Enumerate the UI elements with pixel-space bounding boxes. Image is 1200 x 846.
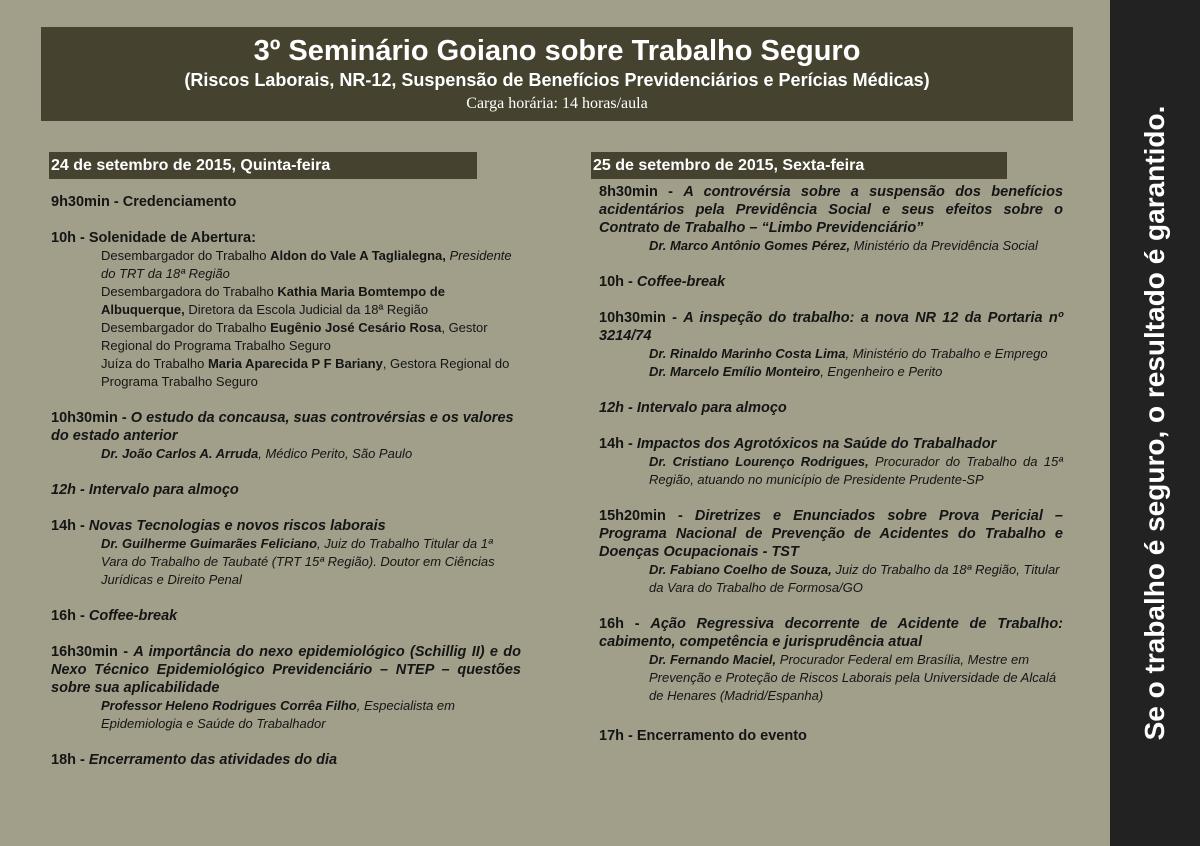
speaker-line: Dr. Cristiano Lourenço Rodrigues, Procurador do Trabalho da 15ª Região, atuando no município de Presidente Prudente-SP xyxy=(649,454,1063,487)
schedule-item xyxy=(51,481,521,499)
day1-heading: 24 de setembro de 2015, Quinta-feira xyxy=(49,152,477,179)
speaker-name: Dr. Guilherme Guimarães Feliciano xyxy=(101,536,318,551)
day1-schedule xyxy=(51,152,521,787)
page-title: 3º Seminário Goiano sobre Trabalho Seguro xyxy=(253,35,861,67)
slot-topic: A importância do nexo epidemiológico (Schillig II) e do Nexo Técnico Epidemiológico Previdenciário – NTEP – questões sobre sua aplicabilidade xyxy=(51,644,522,696)
speaker-name: Eugênio José Cesário Rosa xyxy=(270,320,442,335)
schedule-item xyxy=(599,183,1063,255)
speaker-line: Desembargador do Trabalho Aldon do Vale A Taglialegna, Presidente do TRT da 18ª Região xyxy=(101,248,512,281)
slot-time: 12h - xyxy=(51,482,89,498)
speaker-name: Dr. Marco Antônio Gomes Pérez, xyxy=(649,238,851,253)
header-banner xyxy=(41,27,1073,121)
day2-heading: 25 de setembro de 2015, Sexta-feira xyxy=(591,152,1007,179)
schedule-item xyxy=(51,193,521,211)
slot-time: 14h - xyxy=(599,436,637,452)
schedule-item xyxy=(599,507,1063,597)
speaker-name: Dr. João Carlos A. Arruda xyxy=(101,446,259,461)
speaker-name: Dr. Fernando Maciel, xyxy=(649,652,777,667)
schedule-item xyxy=(51,607,521,625)
slot-topic: Impactos dos Agrotóxicos na Saúde do Trabalhador xyxy=(636,436,997,452)
day2-schedule xyxy=(593,152,1064,763)
slot-topic: Credenciamento xyxy=(122,194,237,210)
slot-time: 15h20min - xyxy=(599,508,695,524)
slot-time: 10h - xyxy=(599,274,637,290)
schedule-item xyxy=(51,751,521,769)
slogan-text: Se o trabalho é seguro, o resultado é garantido. xyxy=(1139,105,1170,741)
slot-topic: Encerramento das atividades do dia xyxy=(88,752,338,768)
page-subtitle: (Riscos Laborais, NR-12, Suspensão de Benefícios Previdenciários e Perícias Médicas) xyxy=(184,70,930,90)
speaker-name: Maria Aparecida P F Bariany xyxy=(207,356,383,371)
slot-time: 12h xyxy=(599,400,629,416)
slot-topic: Ação Regressiva decorrente de Acidente de Trabalho: cabimento, competência e jurisprudência atual xyxy=(599,616,1064,650)
schedule-item xyxy=(599,399,1063,417)
slot-time: 17h - xyxy=(599,728,637,744)
slot-time: 9h30min - xyxy=(51,194,123,210)
speaker-name: Professor Heleno Rodrigues Corrêa Filho xyxy=(101,698,357,713)
workload-hours: Carga horária: 14 horas/aula xyxy=(466,95,648,112)
schedule-item xyxy=(599,435,1063,489)
slot-topic: A controvérsia sobre a suspensão dos benefícios acidentários pela Previdência Social e seus efeitos sobre o Contrato de Trabalho – “Limbo Previdenciário” xyxy=(599,184,1064,236)
speaker-line: Dr. Fabiano Coelho de Souza, Juiz do Trabalho da 18ª Região, Titular da Vara do Trabalho de Formosa/GO xyxy=(649,562,1060,595)
speaker-line: Desembargadora do Trabalho Kathia Maria Bomtempo de Albuquerque, Diretora da Escola Judicial da 18ª Região xyxy=(101,284,445,317)
speaker-line: Desembargador do Trabalho Eugênio José Cesário Rosa, Gestor Regional do Programa Trabalho Seguro xyxy=(101,320,488,353)
speaker-line: Dr. Guilherme Guimarães Feliciano, Juiz do Trabalho Titular da 1ª Vara do Trabalho de Taubaté (TRT 15ª Região). Doutor em Ciências Jurídicas e Direito Penal xyxy=(101,536,495,587)
slot-time: 10h30min - xyxy=(51,410,131,426)
slot-topic: - Intervalo para almoço xyxy=(628,400,787,416)
slot-time: 16h30min - xyxy=(51,644,134,660)
slot-time: 10h - xyxy=(51,230,89,246)
slot-topic: Encerramento do evento xyxy=(636,728,807,744)
schedule-item xyxy=(599,273,1063,291)
slot-topic: Diretrizes e Enunciados sobre Prova Pericial – Programa Nacional de Prevenção de Acidentes do Trabalho e Doenças Ocupacionais - TST xyxy=(599,508,1064,560)
speaker-line: Dr. Rinaldo Marinho Costa Lima, Ministério do Trabalho e Emprego xyxy=(649,346,1048,361)
speaker-name: Kathia Maria Bomtempo de Albuquerque, xyxy=(101,284,445,317)
speaker-name: Dr. Rinaldo Marinho Costa Lima xyxy=(649,346,846,361)
slot-topic: O estudo da concausa, suas controvérsias e os valores do estado anterior xyxy=(51,410,514,444)
speaker-line: Dr. João Carlos A. Arruda, Médico Perito, São Paulo xyxy=(101,446,413,461)
schedule-item xyxy=(51,409,521,463)
schedule-item xyxy=(51,229,521,391)
speaker-line: Dr. Marcelo Emílio Monteiro, Engenheiro e Perito xyxy=(649,364,943,379)
speaker-name: Dr. Cristiano Lourenço Rodrigues, xyxy=(649,454,869,469)
speaker-name: Dr. Marcelo Emílio Monteiro xyxy=(649,364,821,379)
slot-time: 18h - xyxy=(51,752,89,768)
schedule-item xyxy=(51,517,521,589)
slot-time: 10h30min - xyxy=(599,310,684,326)
slot-time: 16h - xyxy=(51,608,89,624)
speaker-line: Professor Heleno Rodrigues Corrêa Filho, Especialista em Epidemiologia e Saúde do Trabalhador xyxy=(101,698,455,731)
slot-time: 16h - xyxy=(599,616,651,632)
speaker-line: Dr. Fernando Maciel, Procurador Federal em Brasília, Mestre em Prevenção e Proteção de Riscos Laborais pela Universidade de Alcalá de Henares (Madrid/Espanha) xyxy=(649,652,1057,703)
schedule-item xyxy=(51,643,521,733)
slot-topic: Solenidade de Abertura: xyxy=(88,230,256,246)
speaker-name: Dr. Fabiano Coelho de Souza, xyxy=(649,562,832,577)
speaker-name: Aldon do Vale A Taglialegna, xyxy=(270,248,446,263)
slot-time: 14h - xyxy=(51,518,89,534)
schedule-item xyxy=(599,615,1063,705)
schedule-item xyxy=(599,727,1063,745)
schedule-item xyxy=(599,309,1063,381)
slot-topic: Novas Tecnologias e novos riscos laborais xyxy=(88,518,386,534)
slot-topic: Coffee-break xyxy=(88,608,178,624)
slot-topic: A inspeção do trabalho: a nova NR 12 da Portaria nº 3214/74 xyxy=(599,310,1063,344)
slot-topic: Coffee-break xyxy=(636,274,726,290)
speaker-line: Juíza do Trabalho Maria Aparecida P F Bariany, Gestora Regional do Programa Trabalho Seguro xyxy=(101,356,510,389)
slot-topic: Intervalo para almoço xyxy=(88,482,239,498)
slot-time: 8h30min - xyxy=(599,184,684,200)
speaker-line: Dr. Marco Antônio Gomes Pérez, Ministério da Previdência Social xyxy=(649,238,1038,253)
